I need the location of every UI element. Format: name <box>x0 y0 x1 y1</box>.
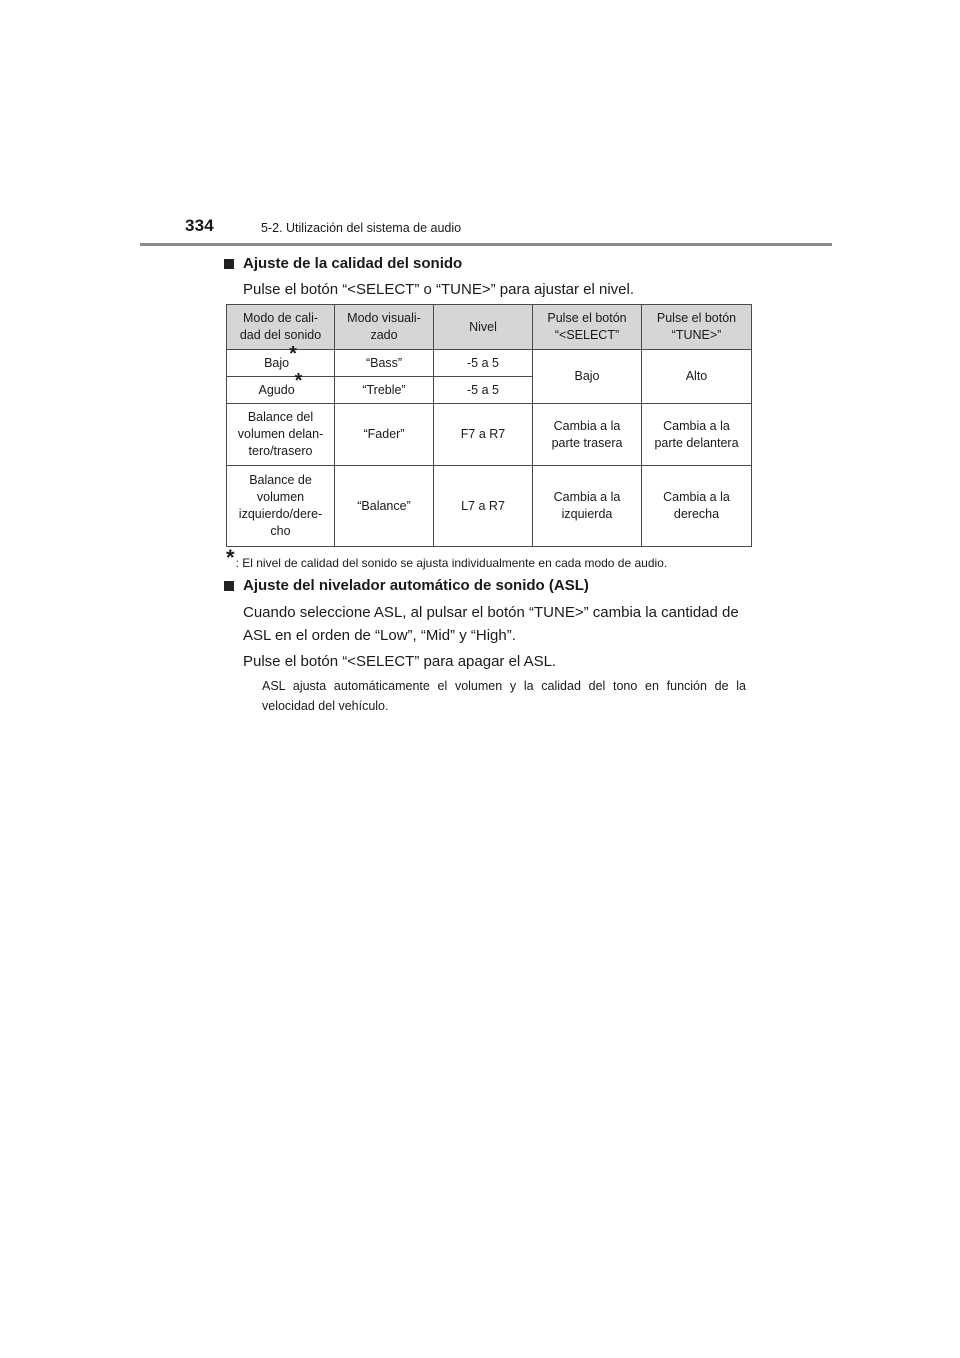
table-cell-display: “Fader” <box>335 404 434 466</box>
bullet-square-icon <box>224 581 234 591</box>
table-cell-level: F7 a R7 <box>434 404 533 466</box>
footnote-asterisk: * <box>226 545 235 570</box>
asl-paragraph-line-2: ASL en el orden de “Low”, “Mid” y “High”. <box>243 627 516 644</box>
asl-off-instruction: Pulse el botón “<SELECT” para apagar el ASL. <box>243 653 557 670</box>
table-cell-tune: Cambia a la parte delantera <box>642 404 752 466</box>
asterisk-marker: * <box>289 343 297 366</box>
table-cell-display: “Bass” <box>335 350 434 377</box>
table-cell-level: L7 a R7 <box>434 466 533 547</box>
table-header-cell: Modo visuali- zado <box>335 305 434 350</box>
sound-quality-table <box>226 304 752 547</box>
section-title: 5-2. Utilización del sistema de audio <box>261 221 462 235</box>
asterisk-marker: * <box>294 370 303 393</box>
heading-asl <box>224 577 589 594</box>
footnote-text: : El nivel de calidad del sonido se ajusta individualmente en cada modo de audio. <box>235 556 668 570</box>
table-row <box>227 466 752 547</box>
table-cell-level: -5 a 5 <box>434 350 533 377</box>
instruction-sound-quality: Pulse el botón “<SELECT” o “TUNE>” para ajustar el nivel. <box>243 281 635 298</box>
table-header-row <box>227 305 752 350</box>
heading-sound-quality-text: Ajuste de la calidad del sonido <box>243 255 463 272</box>
table-cell-level: -5 a 5 <box>434 377 533 404</box>
table-row <box>227 404 752 466</box>
heading-sound-quality <box>224 255 462 272</box>
table-header-cell: Pulse el botón “TUNE>” <box>642 305 752 350</box>
table-header-cell: Nivel <box>434 305 533 350</box>
table-row <box>227 350 752 377</box>
table-cell-select: Bajo <box>533 350 642 404</box>
table-cell-tune: Alto <box>642 350 752 404</box>
asl-paragraph-line-1: Cuando seleccione ASL, al pulsar el botón “TUNE>” cambia la cantidad de <box>243 604 739 621</box>
table-cell-display: “Treble” <box>335 377 434 404</box>
footnote <box>226 545 668 572</box>
table-cell-display: “Balance” <box>335 466 434 547</box>
header-rule <box>140 243 832 246</box>
table-cell-mode: Balance del volumen delan- tero/trasero <box>227 404 335 466</box>
page-number: 334 <box>185 216 214 235</box>
heading-asl-text: Ajuste del nivelador automático de sonido (ASL) <box>243 577 589 594</box>
asl-note: ASL ajusta automáticamente el volumen y la calidad del tono en función de la velocidad del vehículo. <box>262 679 746 713</box>
table-cell-mode: Agudo* <box>227 377 335 404</box>
table-cell-select: Cambia a la izquierda <box>533 466 642 547</box>
table-header-cell: Modo de cali- dad del sonido <box>227 305 335 350</box>
table-cell-mode: Balance de volumen izquierdo/dere- cho <box>227 466 335 547</box>
table-cell-tune: Cambia a la derecha <box>642 466 752 547</box>
bullet-square-icon <box>224 259 234 269</box>
table-header-cell: Pulse el botón “<SELECT” <box>533 305 642 350</box>
table-cell-select: Cambia a la parte trasera <box>533 404 642 466</box>
table-cell-mode: Bajo* <box>227 350 335 377</box>
